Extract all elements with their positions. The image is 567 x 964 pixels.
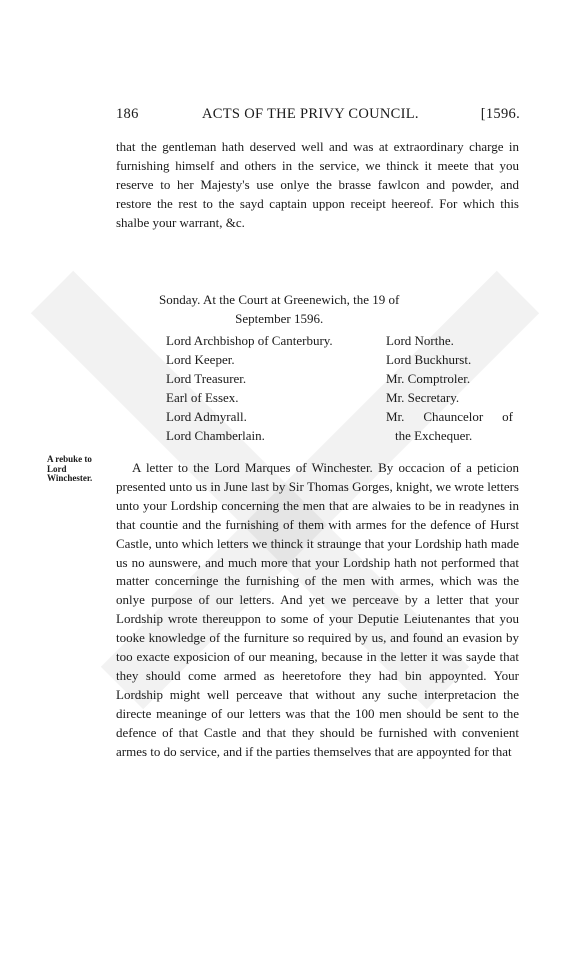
- court-heading: [159, 290, 399, 328]
- running-title: ACTS OF THE PRIVY COUNCIL.: [202, 106, 419, 122]
- attendee-continuation: the Exchequer.: [395, 428, 473, 443]
- attendee: Lord Keeper.: [166, 352, 235, 367]
- attendance-list-right: [386, 331, 513, 445]
- attendee: Lord Buckhurst.: [386, 352, 472, 367]
- header-year: [1596.: [480, 106, 520, 122]
- chauncelor-word: Mr.: [386, 409, 405, 424]
- court-heading-line-2: September 1596.: [235, 311, 324, 326]
- chauncelor-word: of: [502, 409, 513, 424]
- attendee: Lord Admyrall.: [166, 409, 247, 424]
- attendee-chauncelor: [386, 407, 513, 426]
- attendee: Lord Chamberlain.: [166, 428, 265, 443]
- attendee: Mr. Comptroler.: [386, 371, 471, 386]
- chauncelor-word: Chauncelor: [423, 409, 484, 424]
- attendee: Lord Archbishop of Canterbury.: [166, 333, 333, 348]
- opening-paragraph: that the gentleman hath deserved well and was at extraordinary charge in furnishing himself and others in the service, we thinck it meete that you reserve to her Majesty's use onlye the brasse fawlcon and powder, and restore the rest to the sayd captain uppon receipt heereof. For which this shalbe your warrant, &c.: [116, 139, 519, 230]
- attendance-list-left: [166, 331, 333, 445]
- attendee: Lord Northe.: [386, 333, 454, 348]
- margin-note: A rebuke to Lord Winchester.: [47, 454, 93, 483]
- court-heading-line-1: Sonday. At the Court at Greenewich, the 19 of: [159, 292, 400, 307]
- attendee: Mr. Secretary.: [386, 390, 460, 405]
- page-number: 186: [116, 106, 139, 122]
- attendee: Lord Treasurer.: [166, 371, 247, 386]
- attendee: Earl of Essex.: [166, 390, 239, 405]
- letter-paragraph: A letter to the Lord Marques of Winchester. By occacion of a peticion presented unto us in June last by Sir Thomas Gorges, knight, we wrote letters unto your Lordship concerning the men that are alwaies to be in readynes in that countie and the furnishing of them with armes for the defence of Hurst Castle, unto which letters we thinck it straunge that your Lordship hath made us no aunswere, and much more that your Lordship hath not performed that matter concerninge the furnishing of the men with armes, which was the onlye purpose of our letters. And yet we perceave by a letter that your Lordship wrote thereuppon to some of your Deputie Leiutenantes that you tooke knowledge of the furniture so required by us, and found an evasion by too exacte exposicion of our meaning, because in the letter it was sayde that they should come armed as heeretofore they had bin appoynted. Your Lordship might well perceave that without any suche interpretacion the directe meaninge of our letters was that the 100 men should be sent to the defence of that Castle and that they should be furnished with convenient armes to do service, and if the parties themselves that are appoynted for that: [116, 460, 519, 759]
